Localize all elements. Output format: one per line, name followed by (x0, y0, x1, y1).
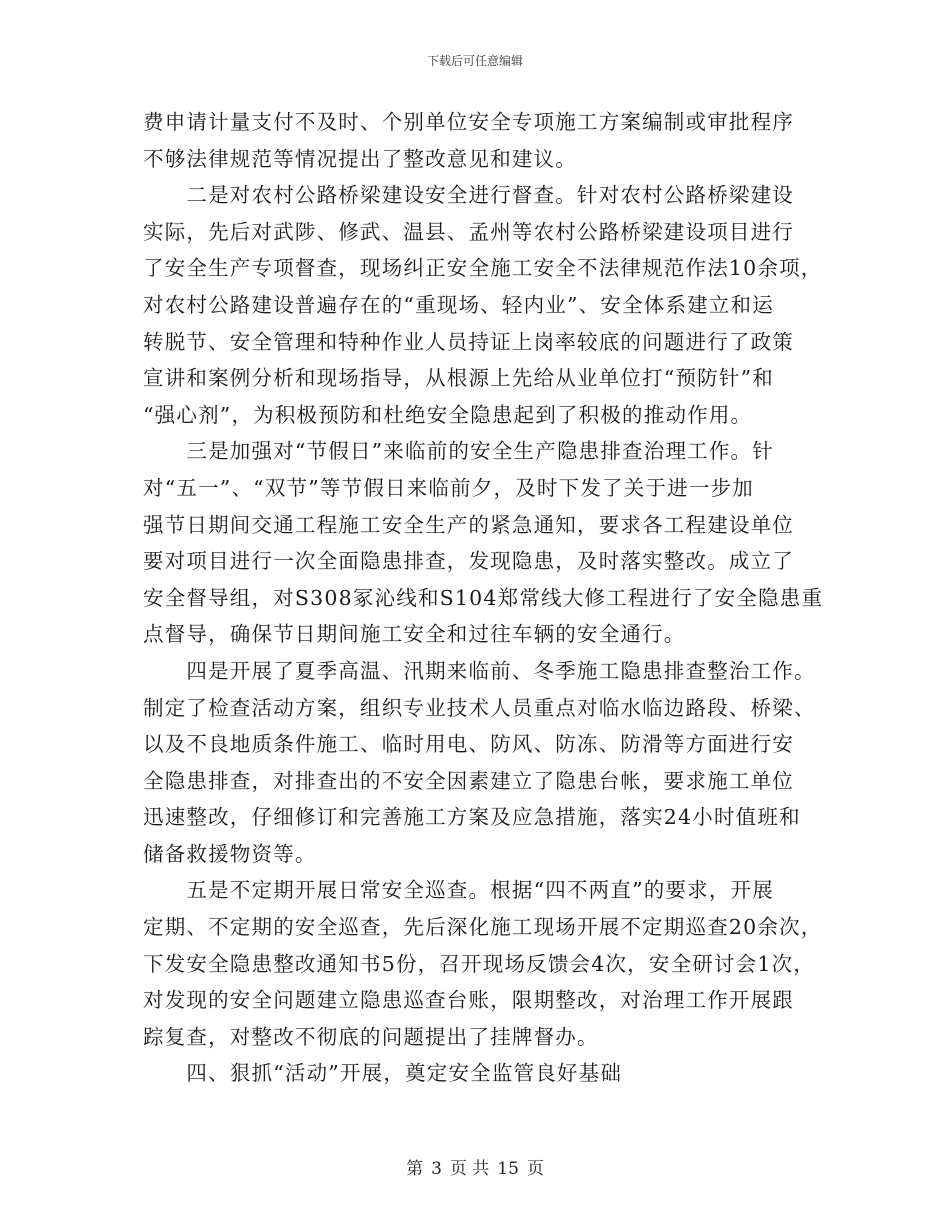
text-line: 四是开展了夏季高温、汛期来临前、冬季施工隐患排查整治工作。 (143, 658, 816, 683)
text-line: 强节日期间交通工程施工安全生产的紧急通知，要求各工程建设单位 (143, 512, 794, 537)
text-line: 下发安全隐患整改通知书5份，召开现场反馈会4次，安全研讨会1次， (143, 951, 816, 976)
document-body (143, 104, 824, 1092)
text-line: 五是不定期开展日常安全巡查。根据“四不两直”的要求，开展 (143, 878, 774, 903)
page-footer (0, 1154, 950, 1179)
text-line: 定期、不定期的安全巡查，先后深化施工现场开展不定期巡查20余次， (143, 915, 823, 940)
footer-prefix: 第 (406, 1159, 424, 1179)
text-line: 安全督导组，对S308冢沁线和S104郑常线大修工程进行了安全隐患重 (143, 585, 824, 610)
text-line: 对发现的安全问题建立隐患巡查台账，限期整改，对治理工作开展跟 (143, 988, 794, 1013)
text-line: 迅速整改，仔细修订和完善施工方案及应急措施，落实24小时值班和 (143, 805, 801, 830)
text-line: 宣讲和案例分析和现场指导，从根源上先给从业单位打“预防针”和 (143, 366, 774, 391)
text-line: “强心剂”，为积极预防和杜绝安全隐患起到了积极的推动作用。 (143, 402, 753, 427)
current-page-number: 3 (431, 1159, 442, 1179)
text-line: 要对项目进行一次全面隐患排查，发现隐患，及时落实整改。成立了 (143, 549, 794, 574)
text-line: 费申请计量支付不及时、个别单位安全专项施工方案编制或审批程序 (143, 110, 794, 134)
total-pages-number: 15 (497, 1159, 519, 1179)
text-line: 转脱节、安全管理和特种作业人员持证上岗率较底的问题进行了政策 (143, 329, 794, 354)
text-line: 全隐患排查，对排查出的不安全因素建立了隐患台帐，要求施工单位 (143, 768, 794, 793)
text-line: 以及不良地质条件施工、临时用电、防风、防冻、防滑等方面进行安 (143, 732, 794, 757)
text-line: 制定了检查活动方案，组织专业技术人员重点对临水临边路段、桥梁、 (143, 695, 816, 720)
text-line: 实际，先后对武陟、修武、温县、孟州等农村公路桥梁建设项目进行 (143, 219, 794, 244)
text-line: 三是加强对“节假日”来临前的安全生产隐患排查治理工作。针 (143, 439, 774, 464)
text-line: 对“五一”、“双节”等节假日来临前夕，及时下发了关于进一步加 (143, 475, 754, 500)
text-line: 点督导，确保节日期间施工安全和过往车辆的安全通行。 (143, 622, 686, 647)
footer-suffix: 页 (526, 1159, 544, 1179)
text-line: 对农村公路建设普遍存在的“重现场、轻内业”、安全体系建立和运 (143, 292, 774, 317)
header-note: 下载后可任意编辑 (426, 54, 523, 68)
text-line: 储备救援物资等。 (143, 841, 317, 866)
text-line: 不够法律规范等情况提出了整改意见和建议。 (143, 146, 577, 171)
text-line: 二是对农村公路桥梁建设安全进行督查。针对农村公路桥梁建设 (143, 183, 794, 208)
section-heading: 四、狠抓“活动”开展，奠定安全监管良好基础 (143, 1061, 623, 1086)
text-line: 了安全生产专项督查，现场纠正安全施工安全不法律规范作法10余项， (143, 256, 823, 281)
text-line: 踪复查，对整改不彻底的问题提出了挂牌督办。 (143, 1024, 599, 1049)
footer-middle: 页 共 (449, 1159, 490, 1179)
